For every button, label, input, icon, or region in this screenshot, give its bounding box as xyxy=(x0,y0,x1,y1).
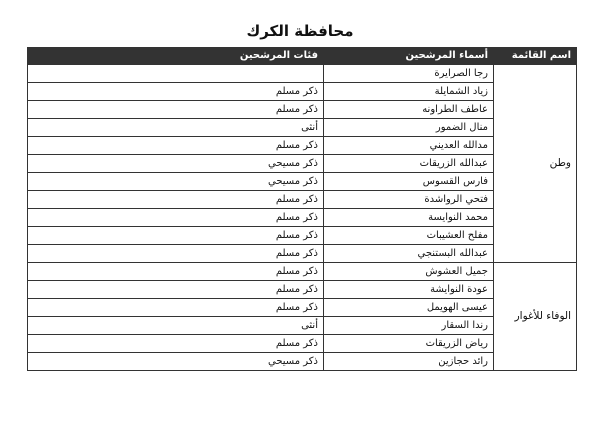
header-list-name: اسم القائمة xyxy=(494,48,577,65)
candidate-category: ذكر مسلم xyxy=(28,299,324,317)
candidate-category: أنثى xyxy=(28,119,324,137)
candidate-name: رياض الزريقات xyxy=(324,335,494,353)
candidate-name: مدالله العديني xyxy=(324,137,494,155)
candidate-name: رندا السقار xyxy=(324,317,494,335)
list-name-cell: الوفاء للأغوار xyxy=(494,263,577,371)
candidates-table xyxy=(27,47,577,371)
table-row xyxy=(28,263,577,281)
candidate-name: منال الضمور xyxy=(324,119,494,137)
candidate-category: ذكر مسلم xyxy=(28,335,324,353)
candidate-name: عبدالله البستنجي xyxy=(324,245,494,263)
candidate-name: فتحي الرواشدة xyxy=(324,191,494,209)
candidate-category xyxy=(28,65,324,83)
candidate-name: عاطف الطراونه xyxy=(324,101,494,119)
list-name-cell: وطن xyxy=(494,65,577,263)
candidate-category: ذكر مسيحي xyxy=(28,173,324,191)
candidate-name: فارس القسوس xyxy=(324,173,494,191)
candidate-category: ذكر مسيحي xyxy=(28,353,324,371)
candidate-category: ذكر مسلم xyxy=(28,83,324,101)
candidate-category: ذكر مسلم xyxy=(28,227,324,245)
candidate-category: ذكر مسلم xyxy=(28,191,324,209)
candidate-category: ذكر مسيحي xyxy=(28,155,324,173)
candidate-category: ذكر مسلم xyxy=(28,137,324,155)
candidate-category: أنثى xyxy=(28,317,324,335)
header-candidate-names: أسماء المرشحين xyxy=(324,48,494,65)
candidate-name: مفلح العشيبات xyxy=(324,227,494,245)
candidate-category: ذكر مسلم xyxy=(28,281,324,299)
table-header-row xyxy=(28,48,577,65)
candidate-name: عيسى الهويمل xyxy=(324,299,494,317)
candidate-category: ذكر مسلم xyxy=(28,263,324,281)
table-row xyxy=(28,65,577,83)
candidate-name: محمد النوايسة xyxy=(324,209,494,227)
candidate-name: رائد حجازين xyxy=(324,353,494,371)
candidate-category: ذكر مسلم xyxy=(28,101,324,119)
candidate-category: ذكر مسلم xyxy=(28,245,324,263)
candidate-name: جميل العشوش xyxy=(324,263,494,281)
header-candidate-category: فئات المرشحين xyxy=(28,48,324,65)
candidate-name: رجا الصرايرة xyxy=(324,65,494,83)
candidate-category: ذكر مسلم xyxy=(28,209,324,227)
candidate-name: عبدالله الزريقات xyxy=(324,155,494,173)
candidate-name: زياد الشمايلة xyxy=(324,83,494,101)
page-title: محافظة الكرك xyxy=(246,22,354,40)
candidate-name: عودة النوايشة xyxy=(324,281,494,299)
